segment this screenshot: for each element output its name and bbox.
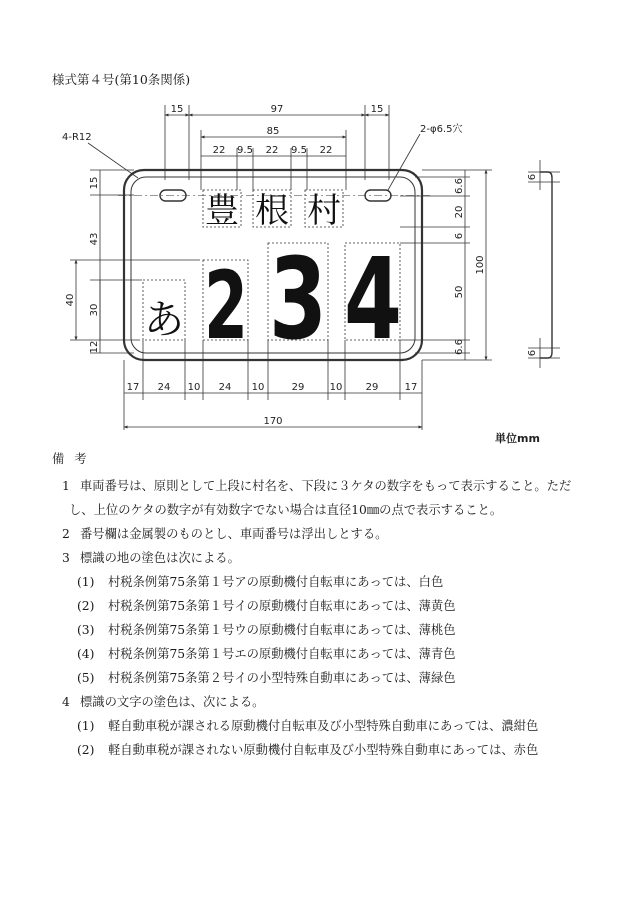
note-text-continued: し、上位のケタの数字が有効数字でない場合は直径10㎜の点で表示すること。 (69, 503, 503, 517)
note-text: 車両番号は、原則として上段に村名を、下段に３ケタの数字をもって表示すること。ただ (80, 479, 572, 493)
dim-bottom-10-b: 10 (251, 382, 265, 393)
dim-top-85: 85 (266, 126, 280, 137)
note-3-sub-2 (50, 594, 595, 618)
dim-top-15-right: 15 (370, 104, 384, 115)
dim-bottom-17-right: 17 (404, 382, 418, 393)
dim-bottom-29-a: 29 (291, 382, 305, 393)
note-3 (50, 546, 595, 570)
dim-top-9.5-b: 9.5 (291, 145, 307, 156)
sub-text: 村税条例第75条第１号アの原動機付自転車にあっては、白色 (108, 575, 444, 589)
sub-number: (1) (77, 719, 95, 733)
callout-hole-diameter: 2-φ6.5穴 (420, 124, 463, 135)
sub-text: 村税条例第75条第２号イの小型特殊自動車にあっては、薄緑色 (108, 671, 456, 685)
notes-section (50, 449, 595, 762)
dim-left-40: 40 (65, 293, 76, 307)
note-3-sub-4 (50, 642, 595, 666)
note-4 (50, 690, 595, 714)
plate-village-char-1: 豊 (205, 191, 239, 231)
sub-text: 村税条例第75条第１号エの原動機付自転車にあっては、薄青色 (108, 647, 456, 661)
note-4-sub-2 (50, 738, 595, 762)
dim-top-22-b: 22 (265, 145, 279, 156)
note-text: 標識の地の塗色は次による。 (80, 551, 240, 565)
sub-number: (3) (77, 623, 95, 637)
plate-digit-2: 3 (269, 235, 327, 365)
dim-bottom-24-a: 24 (157, 382, 171, 393)
sub-text: 軽自動車税が課されない原動機付自転車及び小型特殊自動車にあっては、赤色 (108, 743, 539, 757)
form-heading: 様式第４号(第10条関係) (52, 72, 191, 87)
callout-corner-radius: 4-R12 (62, 132, 92, 143)
dim-right-50: 50 (454, 285, 465, 299)
dim-top-15-left: 15 (170, 104, 184, 115)
note-3-sub-3 (50, 618, 595, 642)
dim-right-6.6-bottom: 6.6 (454, 339, 465, 355)
dim-bottom-10-c: 10 (329, 382, 343, 393)
dim-right-100: 100 (475, 255, 486, 275)
dim-left-43: 43 (89, 232, 100, 246)
note-number: 3 (62, 551, 70, 565)
plate-side-profile (540, 172, 552, 358)
note-number: 1 (62, 479, 70, 493)
note-text: 番号欄は金属製のものとし、車両番号は浮出しとする。 (80, 527, 388, 541)
note-4-sub-1 (50, 714, 595, 738)
sub-number: (1) (77, 575, 95, 589)
sub-number: (2) (77, 743, 95, 757)
note-3-sub-1 (50, 570, 595, 594)
note-number: 2 (62, 527, 70, 541)
dim-left-30: 30 (89, 303, 100, 317)
dim-top-22-a: 22 (212, 145, 226, 156)
sub-number: (2) (77, 599, 95, 613)
plate-digit-3: 4 (344, 235, 402, 365)
dim-bottom-10-a: 10 (187, 382, 201, 393)
dim-right-20: 20 (454, 205, 465, 219)
plate-village-char-3: 村 (307, 191, 341, 231)
dim-bottom-24-b: 24 (218, 382, 232, 393)
note-text: 標識の文字の塗色は、次による。 (80, 695, 265, 709)
sub-number: (4) (77, 647, 95, 661)
plate-digit-1: 2 (204, 252, 248, 361)
dim-top-9.5-a: 9.5 (237, 145, 253, 156)
note-2 (50, 522, 595, 546)
plate-village-char-2: 根 (255, 191, 289, 231)
note-number: 4 (62, 695, 70, 709)
note-3-sub-5 (50, 666, 595, 690)
side-dim-bottom: 6 (527, 349, 538, 357)
dim-bottom-29-b: 29 (365, 382, 379, 393)
plate-kana: あ (144, 297, 184, 343)
dim-right-6.6-top: 6.6 (454, 178, 465, 194)
dim-left-15: 15 (89, 176, 100, 190)
dim-top-97: 97 (270, 104, 284, 115)
dim-top-22-c: 22 (319, 145, 333, 156)
note-1 (50, 474, 595, 522)
sub-text: 村税条例第75条第１号ウの原動機付自転車にあっては、薄桃色 (108, 623, 456, 637)
unit-label: 単位mm (495, 432, 540, 445)
license-plate-drawing (0, 0, 630, 450)
dim-bottom-17-left: 17 (126, 382, 140, 393)
sub-number: (5) (77, 671, 95, 685)
notes-title: 備考 (52, 452, 97, 466)
dim-right-6: 6 (454, 232, 465, 240)
dim-left-12: 12 (89, 340, 100, 354)
side-dim-top: 6 (527, 173, 538, 181)
sub-text: 村税条例第75条第１号イの原動機付自転車にあっては、薄黄色 (108, 599, 456, 613)
dim-bottom-170: 170 (263, 416, 283, 427)
sub-text: 軽自動車税が課される原動機付自転車及び小型特殊自動車にあっては、濃紺色 (108, 719, 539, 733)
